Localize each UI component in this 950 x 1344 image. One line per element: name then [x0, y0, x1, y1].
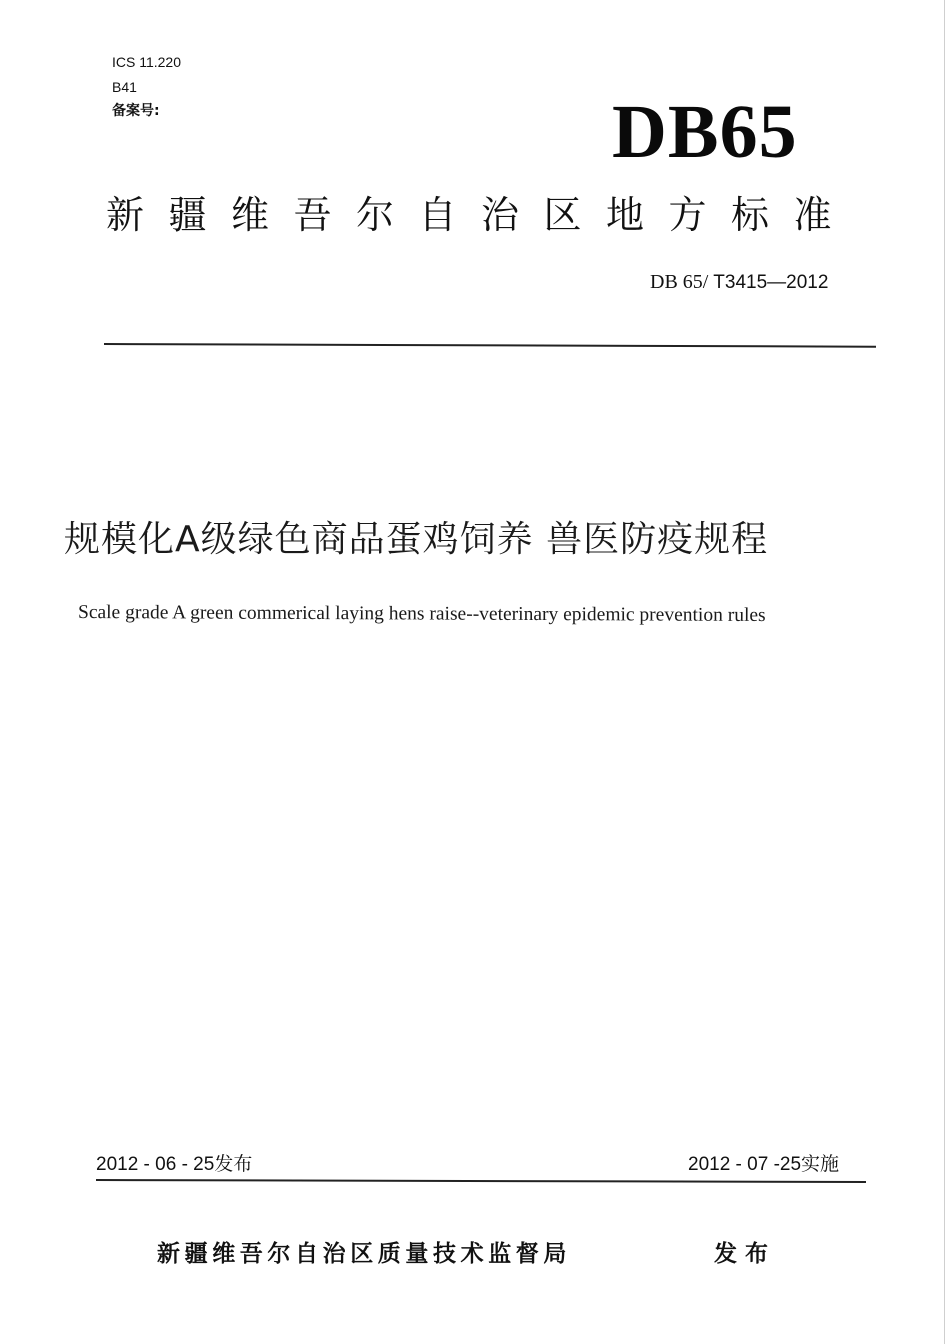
ccs-code: B41 [112, 79, 137, 95]
record-number-label: 备案号: [112, 103, 160, 119]
bottom-divider [96, 1179, 866, 1183]
standard-code [650, 270, 828, 295]
standard-category-title: 新疆维吾尔自治区地方标准 [106, 193, 857, 237]
db65-logo: DB65 [612, 90, 798, 174]
implementation-date-suffix: 实施 [801, 1153, 840, 1175]
issuing-authority: 新疆维吾尔自治区质量技术监督局 [157, 1241, 571, 1267]
ics-code: ICS 11.220 [112, 54, 182, 70]
document-title-zh: 规模化A级绿色商品蛋鸡饲养 兽医防疫规程 [64, 519, 769, 560]
issue-date-suffix: 发布 [214, 1153, 253, 1175]
standard-code-number: T3415—2012 [713, 272, 829, 293]
implementation-date [688, 1152, 839, 1177]
document-title-en: Scale grade A green commerical laying hens raise--veterinary epidemic prevention rules [77, 602, 766, 627]
issue-date-value: 2012 - 06 - 25 [96, 1154, 215, 1175]
standard-code-prefix: DB 65/ [650, 271, 709, 293]
scan-edge-line [944, 0, 945, 1344]
top-divider [104, 343, 876, 348]
issue-date [96, 1152, 252, 1177]
issue-word: 发布 [714, 1241, 776, 1267]
implementation-date-value: 2012 - 07 -25 [688, 1154, 802, 1175]
